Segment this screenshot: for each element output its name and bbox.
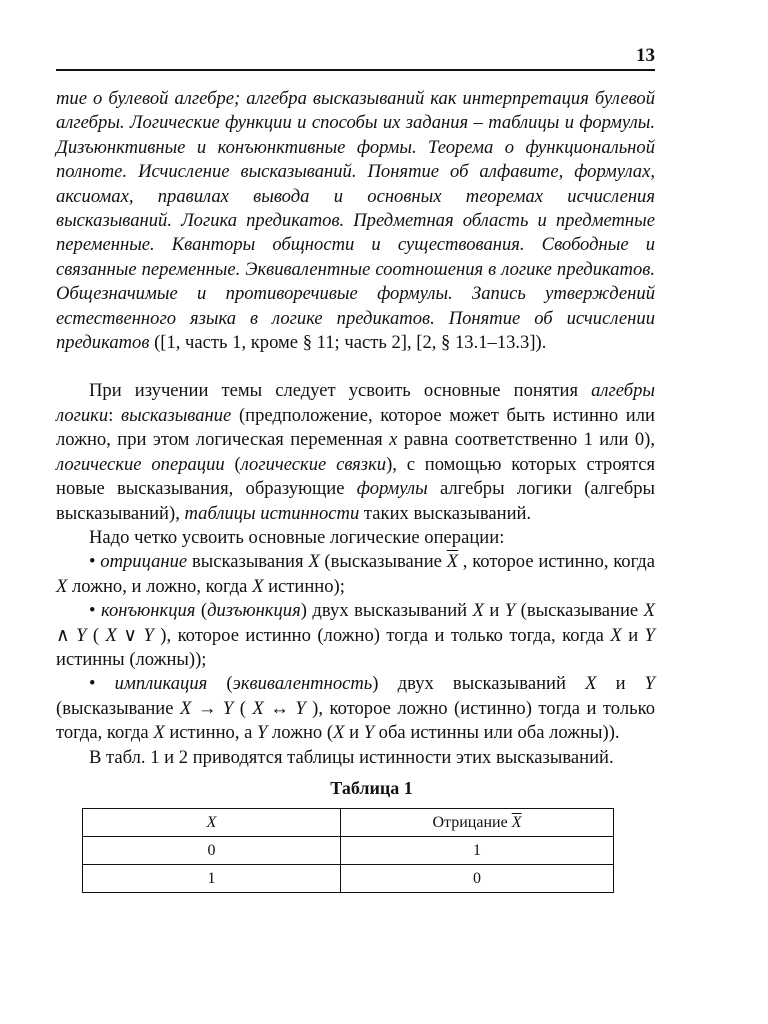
text-run: истинны (ложны)); (56, 648, 207, 670)
text-run: и (596, 673, 645, 695)
text-run: истинно); (263, 575, 345, 597)
text-run: (высказывание (56, 697, 180, 719)
header-rule (56, 69, 655, 71)
text-run: ложно, и ложно, когда (67, 575, 253, 597)
term-truth-tables: таблицы истинности (184, 502, 360, 524)
bullet-negation (56, 550, 655, 599)
text-run: ) двух высказываний (300, 600, 473, 622)
term-formulas: формулы (356, 478, 428, 500)
table-cell-negation: 1 (341, 837, 614, 865)
formula-disjunction: X ∨ Y (105, 624, 154, 646)
var-x: X (252, 575, 264, 597)
table-header-x (83, 809, 341, 837)
var-y: Y (257, 722, 268, 744)
var-y: Y (644, 624, 655, 646)
table-cell-x: 0 (83, 837, 341, 865)
study-text: (предположение, которое может быть истинно или ложно, при этом логическая переменная (56, 404, 655, 451)
term-statement: высказывание (121, 404, 232, 426)
tables-intro: В табл. 1 и 2 приводятся таблицы истинности этих высказываний. (89, 746, 614, 768)
term-logical-connectives: логические связки (240, 453, 387, 475)
text-run: , которое истинно, когда (458, 551, 656, 573)
intro-paragraph (56, 87, 655, 355)
table-cell-x: 1 (83, 865, 341, 893)
study-text: ), с помощью которых строятся новые высказывания, образующие (56, 453, 655, 500)
bullet-icon: • (89, 673, 115, 695)
term-disjunction: дизъюнкция (207, 600, 301, 622)
text-run: ), которое истинно (ложно) тогда и только тогда, когда (153, 624, 611, 646)
text-run: истинно, а (164, 722, 258, 744)
text-run: ( (195, 600, 208, 622)
var-x: X (308, 551, 320, 573)
var-x: X (333, 722, 345, 744)
formula-equivalence: X ↔ Y (252, 697, 306, 719)
bullet-implication (56, 672, 655, 745)
text-run: (высказывание (319, 551, 447, 573)
study-text: алгебры логики (алгебры высказываний), (56, 478, 655, 524)
bullet-conjunction (56, 599, 655, 672)
formula-conjunction: X ∧ Y (56, 600, 655, 646)
header-x-label: X (206, 813, 217, 831)
page-body (56, 87, 655, 893)
text-run: оба истинны или оба ложны)). (374, 722, 620, 744)
text-run: ( (86, 624, 106, 646)
term-equivalence: эквивалентность (232, 673, 373, 695)
operations-intro: Надо четко усвоить основные логические операции: (89, 526, 505, 548)
page-number: 13 (636, 45, 655, 66)
term-conjunction: конъюнкция (101, 600, 196, 622)
study-text: равна соответственно 1 или 0), (397, 429, 655, 451)
var-x: X (585, 673, 597, 695)
truth-table-negation (82, 808, 614, 893)
text-run: и (621, 624, 645, 646)
table-row (83, 865, 614, 893)
table-caption: Таблица 1 (330, 777, 413, 798)
table-header-row (83, 809, 614, 837)
intro-italic-text: тие о булевой алгебре; алгебра высказываний как интерпретация булевой алгебры. Логические функции и способы их задания – таблицы и формулы. Дизъюнктивные и конъюнктивные формы. Теорема о функциональной полноте. Исчисление высказываний. Понятие об алфавите, формулах, аксиомах, правилах вывода и основных теоремах исчисления высказываний. Логика предикатов. Предметная область и предметные переменные. Кванторы общности и существования. Свободные и связанные переменные. Эквивалентные соотношения в логике предикатов. Общезначимые и противоречивые формулы. Запись утверждений естественного языка в логике предикатов. Понятие об исчислении предикатов (56, 88, 655, 354)
study-text: таких высказываний. (359, 502, 532, 524)
bullet-icon: • (89, 600, 101, 622)
paragraph-gap (56, 355, 655, 379)
bullet-icon: • (89, 551, 101, 573)
text-run: ), которое ложно (истинно) тогда и только тогда, когда (56, 697, 655, 744)
text-run: высказывания (187, 551, 309, 573)
var-x: x (389, 429, 398, 451)
term-logical-operations: логические операции (56, 453, 225, 475)
formula-implication: X → Y (179, 697, 234, 719)
text-run: ) двух высказываний (372, 673, 586, 695)
study-paragraph (56, 379, 655, 525)
text-run: и (344, 722, 364, 744)
study-text: При изучении темы следует усвоить основные понятия (89, 380, 592, 402)
var-y: Y (504, 600, 516, 622)
term-negation: отрицание (100, 551, 188, 573)
term-implication: импликация (114, 673, 208, 695)
text-run: ложно ( (267, 722, 334, 744)
table-header-negation (341, 809, 614, 837)
text-run: ( (207, 673, 233, 695)
text-run: ( (233, 697, 253, 719)
intro-references: ([1, часть 1, кроме § 11; часть 2], [2, § 13.1–13.3]). (149, 332, 547, 354)
var-y: Y (363, 722, 375, 744)
header-negation-label: Отрицание (432, 813, 512, 831)
var-y: Y (644, 673, 655, 695)
var-x-bar: $\overline{X}$ (446, 551, 459, 573)
header-x-bar: $\overline{X}$ (511, 813, 522, 831)
text-run: (высказывание (515, 600, 644, 622)
term-algebra-logic: алгебры логики (56, 380, 655, 426)
study-text: : (108, 404, 121, 426)
table-row (83, 837, 614, 865)
var-x: X (56, 575, 68, 597)
study-text: ( (224, 453, 241, 475)
var-x: X (472, 600, 484, 622)
var-x: X (610, 624, 622, 646)
text-run: и (483, 600, 505, 622)
table-cell-negation: 0 (341, 865, 614, 893)
var-x: X (153, 722, 165, 744)
